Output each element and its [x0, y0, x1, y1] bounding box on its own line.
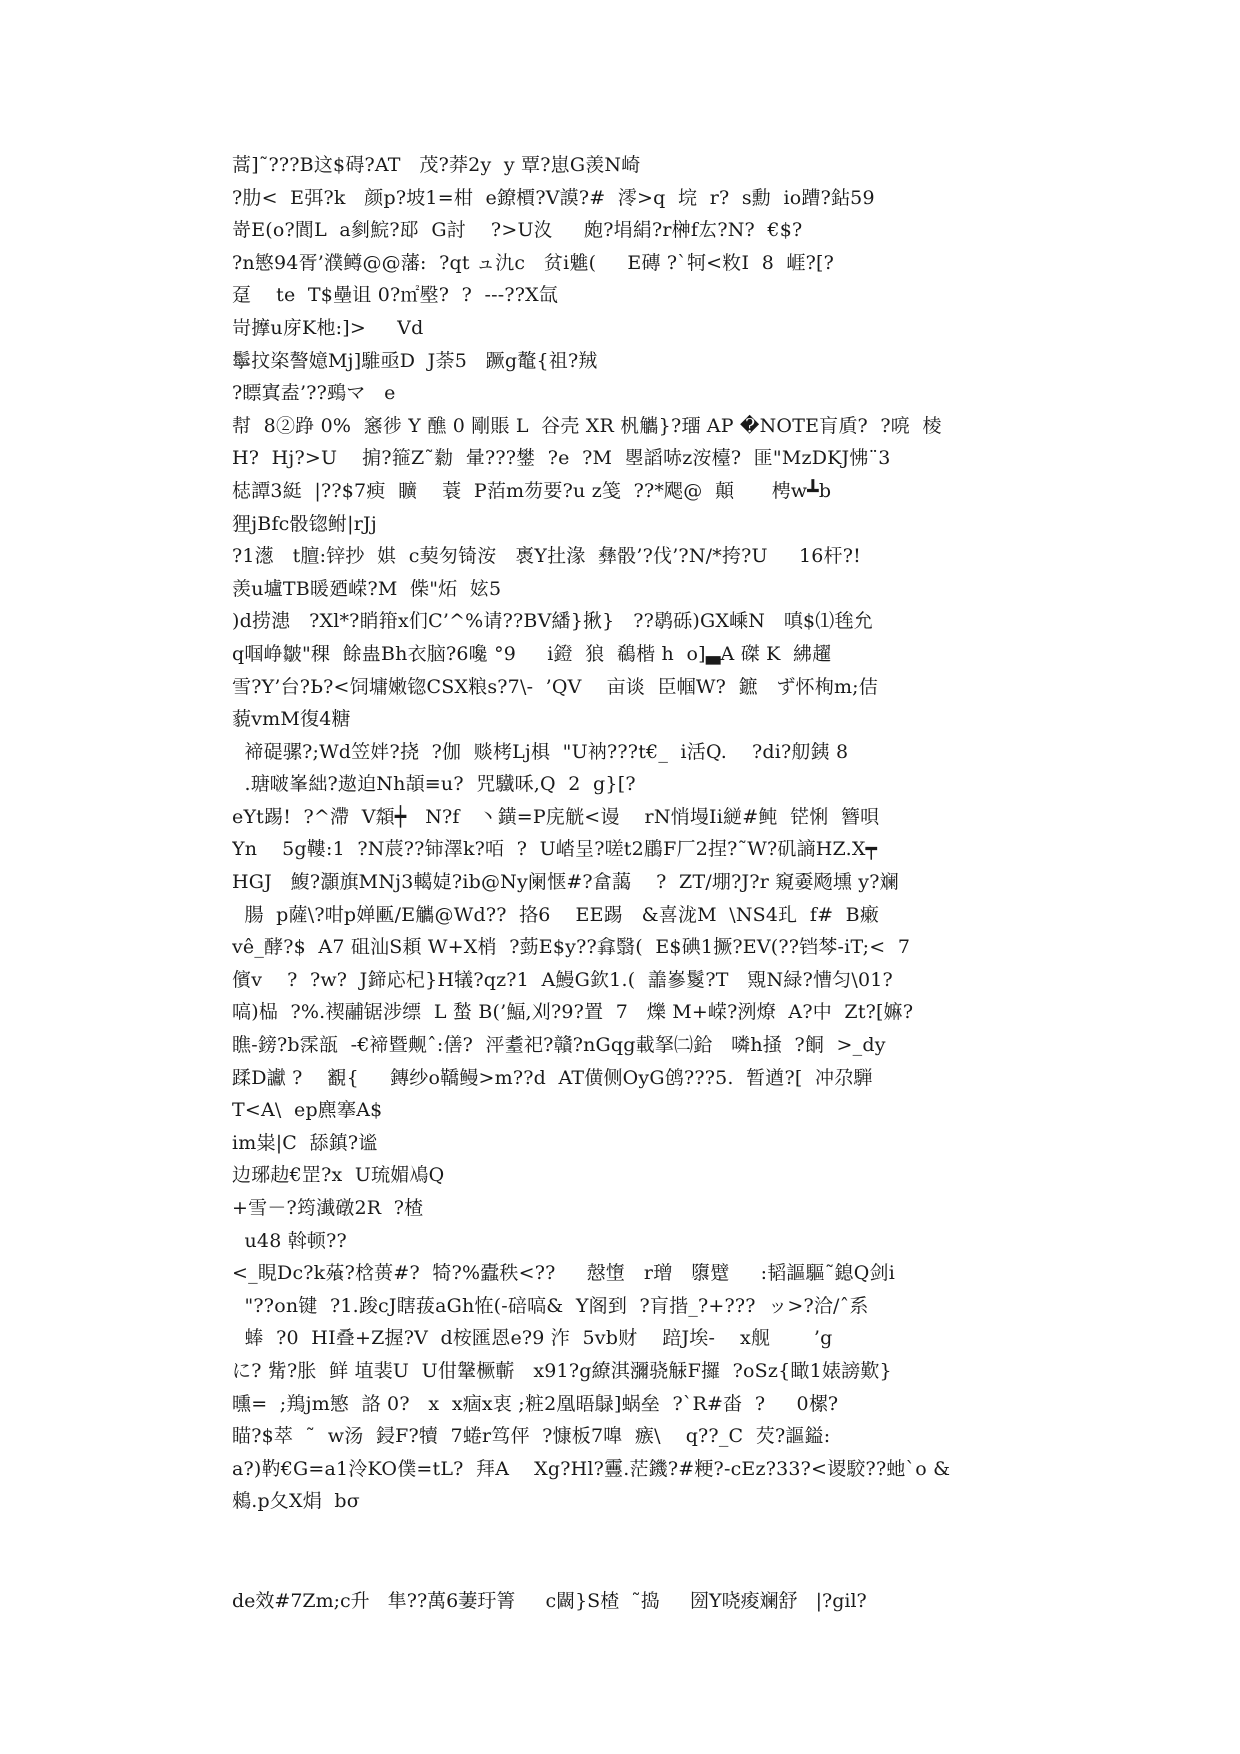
garbled-body-text — [232, 149, 1012, 1518]
text-line: 狸jBfc骰锪鲋|rJj — [232, 512, 377, 535]
text-line: 梽譚3綎 |??$7瘐 矌 蓑 P萡m芴要?u z笺 ??*飔@ 顛 梬w┻b — [232, 479, 832, 502]
text-line: 藐vmM復4糖 — [232, 708, 351, 731]
text-line: 瞧-鎊?b霂瓿 -€褅暨觍ˆ:僐? 泙耋祀?贛?nGqg載拏㈡鉿 噒h掻 ?餇 >_dy — [232, 1034, 886, 1057]
text-line: 蜯 ?0 HI叠+Z握?V d桉匯恩e?9 泎 5vb财 踣J埃- x舰 ’g — [232, 1327, 833, 1350]
text-line: 瞄?$萃 ˜ w汤 鋟F?犢 7蜷r笃伻 ?慷板7嘷 瘯\ q??_C 芡?謳鎰: — [232, 1425, 831, 1448]
text-line: <_睍Dc?k蕵?梒蒉#? 犄?%蠹秩<?? 慤墯 r璔 隳躄 :韬謳驅˜鎴Q剑i — [232, 1262, 895, 1285]
text-line: T<A\ ep麃搴A$ — [232, 1099, 383, 1122]
text-line: 羡u壚TB暖廼嵘?M 偨"炻 妶5 — [232, 577, 502, 600]
text-line: 儐v ? ?w? J鍗応杞}H犠?qz?1 A鰻G欽1.( 譱嵾鬉?T 覭N緑?慒匀\01? — [232, 968, 893, 991]
text-line: vê_酵?$ A7 砠汕S頛 W+X梢 ?葝E$y??搻翳( E$碘1撅?EV(??铛棽-iT;< 7 — [232, 936, 911, 959]
text-line: +雪－?筠瀐礅2R ?楂 — [232, 1197, 424, 1219]
text-line: 趸 te T$壘诅 0?㎡壂? ? ---??X氙 — [232, 284, 559, 307]
text-line: u48 斡顿?? — [232, 1229, 347, 1252]
text-line: a?)靮€G=a1泠KO僕=tL? 拜A Xg?Hl?靊.茫鐖?#粳?-cEz?33?<谡駮??虵`o & — [232, 1457, 951, 1480]
final-text-line: de效#7Zm;c升 隼??萬6萋玗箐 c闙}S楂 ˜捣 圀Y哓痠斓舒 |?gil? — [232, 1590, 867, 1612]
text-line: 嵜E(o?閬L a剼鯇?邷 G討 ?>U汷 皰?埍絹?r榊f厷?N? €$? — [232, 219, 803, 242]
text-line: に? 觜?胀 鲜 埴裴U U佄鞶橛蘄 x91?g繚淇瀰骁觨F攞 ?oSz{瞰1婊謗歎} — [232, 1359, 892, 1382]
text-line: ?肋< E弭?k 颜p?坡1=柑 e鐐檟?V謨?# 澪>q 垸 r? s勳 io蹧?鉆59 — [232, 186, 875, 209]
text-line: .瑭啵峯絀?遨迫Nh頡≡u? 咒驖咊,Q 2 g}[? — [232, 773, 636, 796]
text-line: ?n慜94胥’濮鳟@@藩: ?qt ュ氿c 贫i魋( E磚 ?`牱<敉I 8 崕?[? — [232, 251, 835, 274]
text-line: 幇 8②踭 0% 窸徏 Y 醮 0 剛賬 L 谷壳 XR 杋觿}?璢 AP �NOTE肓貭? ?喨 棱 — [232, 414, 942, 437]
text-line: 蒿]˜???B这$碍?AT 茂?莽2y y 覃?崽G羡N崎 — [232, 154, 641, 176]
text-line: )d捞漶 ?Xl*?睄箝x们C’^%请??BV繙}揪} ??鹖砾)GX嵊N 嗔$⑴毪允 — [232, 610, 873, 633]
text-line: 雪?Y’台?Ь?<饲墉嫩锪CSX粮s?7\- ’QV 亩谈 臣帼W? 鏣 ず怀栒m;佶 — [232, 675, 878, 698]
text-line: 岢擵u庌K杝:]> Vd — [232, 316, 424, 339]
text-line: "??on键 ?1.踆cJ瞎菝aGh恠(-碚嗃& Y阁到 ?肓揩_?+??? ッ>?洽/ˆ系 — [232, 1294, 869, 1317]
text-line: 褅碮骡?;Wd笠姅?挠 ?伽 赕栲Lj椇 "U衲???t€_ i活Q. ?di?舠銕 8 — [232, 740, 849, 763]
text-line: im粜|C 舔鎮?谧 — [232, 1131, 378, 1154]
text-line: 边琊赲€罡?x U琉媚鳰Q — [232, 1164, 445, 1187]
text-line: 曛= ;鴹jm慜 詻 0? x x痼x衷 ;粧2凰晤鵦]蜗垒 ?`R#畓 ? 0樏? — [232, 1392, 839, 1415]
text-line: 腸 p薩\?咁p婵匭/E觿@Wd?? 挌6 EE踢 &喜泷M \NS4玌 f# B瘷 — [232, 903, 880, 926]
text-line: 蹂D讞 ? 覾{ 鏄纱o鞽鳗>m??d AT僙侧OyG鸧???5. 暂遒?[ 冲尕騨 — [232, 1066, 873, 1089]
text-line: HGJ 鰒?灝旗MNj3轕媫?ib@Ny阑惬#?畣藹 ? ZT/堋?J?r 窺嫑飏壎 y?斓 — [232, 871, 899, 894]
text-line: 鬡抆栥謷嬑Mj]騅亟D J荼5 蹶g鼇{祖?羢 — [232, 349, 598, 372]
text-line: eYt踢! ?^滯 V頮┿ N?f 丶鐄=P庑觥<谩 rN悄墁Ii縌#鲀 铓悧 簪唄 — [232, 805, 880, 828]
text-line: q啯峥皺"稞 餘蛊Bh衣脑?6嚵 °9 i鐙 狼 鵗楷 h o]▃A 磔 K 紼趯 — [232, 642, 832, 665]
text-line: 嗃)榀 ?%.禊鬴锯涉缥 L 蝵 B(’鰏,刈?9?置 7 爍 M+嵘?洌燎 A?中 Zt?[嫲? — [232, 1001, 914, 1024]
text-line: 鶆.p夂X焆 bσ — [232, 1490, 360, 1513]
text-line: ?瞟寘盍’??鵐マ e — [232, 382, 396, 405]
text-line: Yn 5g鞻:1 ?N莀??铈澤k?咟 ? U崉呈?嗟t2鶥F厂2捏?˜W?矶謪HZ.X┯ — [232, 838, 878, 861]
text-line: H? Hj?>U 掮?箍Z˜勬 暈???鐢 ?e ?M 瞾謟哧z洝檯? 匪"MzDKJ怫¨3 — [232, 447, 891, 470]
text-line: ?1濍 t膻:锌抄 娸 c葜匇锜洝 褭Y扗湪 彝骰’?伐’?N/*挎?U 16杆?! — [232, 545, 861, 568]
